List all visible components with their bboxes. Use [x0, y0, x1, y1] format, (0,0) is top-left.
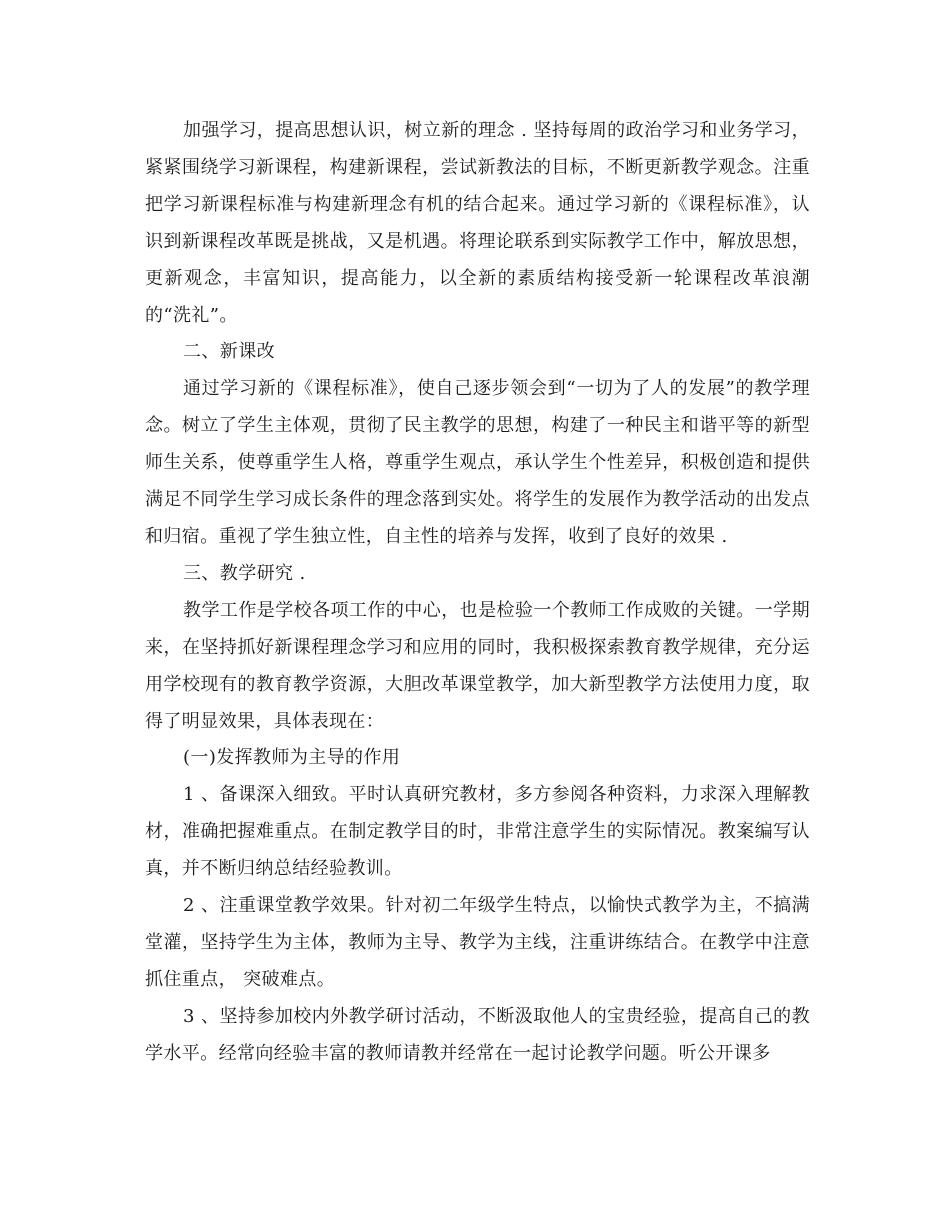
paragraph-new-curriculum: 通过学习新的《课程标准》，使自己逐步领会到“一切为了人的发展”的教学理念。树立了学生主体观，贯彻了民主教学的思想，构建了一种民主和谐平等的新型师生关系，使尊重学生人格，尊重学生观点，承认学生个性差异，积极创造和提供满足不同学生学习成长条件的理念落到实处。将学生的发展作为教学活动的出发点和归宿。重视了学生独立性，自主性的培养与发挥，收到了良好的效果 .: [145, 378, 810, 547]
list-item-classroom-effect: 2 、注重课堂教学效果。针对初二年级学生特点，以愉快式教学为主，不搞满堂灌，坚持学生为主体，教师为主导、教学为主线，注重讲练结合。在教学中注意抓住重点， 突破难点。: [145, 895, 810, 990]
subsection-heading-teacher-role: (一)发挥教师为主导的作用: [183, 747, 401, 769]
section-heading-teaching-research: 三、教学研究 .: [183, 562, 306, 584]
section-heading-new-curriculum: 二、新课改: [183, 341, 275, 363]
paragraph-teaching-research: 教学工作是学校各项工作的中心，也是检验一个教师工作成败的关键。一学期来，在坚持抓好新课程理念学习和应用的同时，我积极探索教育教学规律，充分运用学校现有的教育教学资源，大胆改革课堂教学，加大新型教学方法使用力度，取得了明显效果，具体表现在：: [145, 599, 810, 732]
document-body: [145, 113, 810, 1073]
list-item-lesson-prep: 1 、备课深入细致。平时认真研究教材，多方参阅各种资料，力求深入理解教材，准确把握难重点。在制定教学目的时，非常注意学生的实际情况。教案编写认真，并不断归纳总结经验教训。: [145, 784, 810, 880]
paragraph-study: 加强学习，提高思想认识，树立新的理念 . 坚持每周的政治学习和业务学习，紧紧围绕学习新课程，构建新课程，尝试新教法的目标，不断更新教学观念。注重把学习新课程标准与构建新理念有机的结合起来。通过学习新的《课程标准》，认识到新课程改革既是挑战，又是机遇。将理论联系到实际教学工作中，解放思想，更新观念，丰富知识，提高能力，以全新的素质结构接受新一轮课程改革浪潮的“洗礼”。: [145, 120, 810, 326]
list-item-research-activities: 3 、坚持参加校内外教学研讨活动，不断汲取他人的宝贵经验，提高自己的教学水平。经常向经验丰富的教师请教并经常在一起讨论教学问题。听公开课多: [145, 1005, 810, 1064]
